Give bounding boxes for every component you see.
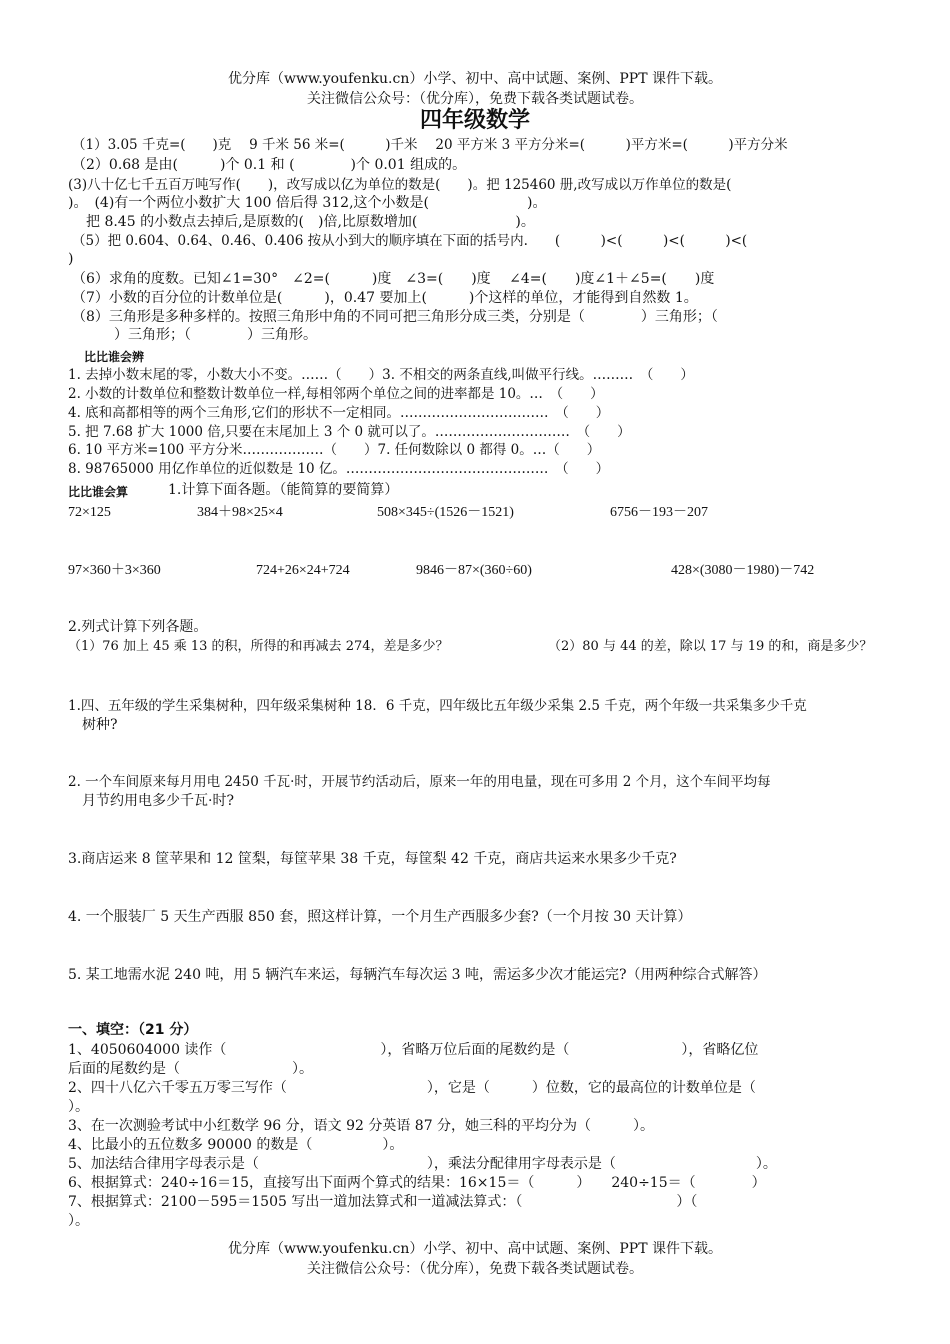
judge-item: 5. 把 7.68 扩大 1000 倍,只要在末尾加上 3 个 0 就可以了。………………………… （ ） xyxy=(68,424,631,440)
part1-line: 2、四十八亿六千零五万零三写作（ ），它是（ ）位数，它的最高位的计数单位是（ xyxy=(68,1080,756,1096)
calc-expression: 428×(3080－1980)－742 xyxy=(671,563,815,578)
part1-line: 5、加法结合律用字母表示是（ ），乘法分配律用字母表示是（ ）。 xyxy=(68,1156,777,1172)
word-problem-5: 5. 某工地需水泥 240 吨，用 5 辆汽车来运，每辆汽车每次运 3 吨，需运多少次才能运完?（用两种综合式解答） xyxy=(68,967,767,983)
part1-line: 4、比最小的五位数多 90000 的数是（ ）。 xyxy=(68,1137,404,1153)
fill-q4-continued: 把 8.45 的小数点去掉后,是原数的( )倍,比原数增加( )。 xyxy=(72,214,535,230)
fill-q8-continued: ）三角形；（ ）三角形。 xyxy=(86,327,317,343)
part1-line: 6、根据算式：240÷16＝15，直接写出下面两个算式的结果：16×15＝（ ） 240÷15＝（ ） xyxy=(68,1175,766,1191)
fill-q8: （8）三角形是多种多样的。按照三角形中角的不同可把三角形分成三类，分别是（ ）三角形；（ xyxy=(72,309,718,325)
judge-item: 1. 去掉小数末尾的零，小数大小不变。……（ ）3. 不相交的两条直线,叫做平行线。……… （ ） xyxy=(68,367,694,383)
compute-heading: 比比谁会算 xyxy=(68,485,129,499)
header-line-2: 关注微信公众号：（优分库），免费下载各类试题试卷。 xyxy=(307,91,643,107)
judge-item: 6. 10 平方米=100 平方分米………………（ ）7. 任何数除以 0 都得 0。…（ ） xyxy=(68,442,601,458)
judge-item: 2. 小数的计数单位和整数计数单位一样,每相邻两个单位之间的进率都是 10。… （ ） xyxy=(68,386,604,402)
judge-item: 8. 98765000 用亿作单位的近似数是 10 亿。……………………………………… （ ） xyxy=(68,461,610,477)
footer-line-1: 优分库（www.youfenku.cn）小学、初中、高中试题、案例、PPT 课件下载。 xyxy=(227,1241,722,1257)
word-problem-3: 3.商店运来 8 筐苹果和 12 筐梨，每筐苹果 38 千克，每筐梨 42 千克，商店共运来水果多少千克? xyxy=(68,851,677,867)
calc-expression: 97×360＋3×360 xyxy=(68,563,161,578)
list-calc-q2: （2）80 与 44 的差，除以 17 与 19 的和，商是多少？ xyxy=(548,639,873,654)
calc-expression: 9846－87×(360÷60) xyxy=(416,563,532,578)
word-problem-2-continued: 月节约用电多少千瓦·时? xyxy=(68,793,234,809)
compute-instruction: 1.计算下面各题。（能简算的要简算） xyxy=(168,482,399,498)
fill-q5: （5）把 0.604、0.64、0.46、0.406 按从小到大的顺序填在下面的括号内. ( )<( )<( )<( xyxy=(72,233,748,249)
fill-q3-continued: )。 (4)有一个两位小数扩大 100 倍后得 312,这个小数是( )。 xyxy=(68,195,547,211)
part1-line: ）。 xyxy=(68,1099,89,1115)
word-problem-4: 4. 一个服装厂 5 天生产西服 850 套，照这样计算，一个月生产西服多少套?（一个月按 30 天计算） xyxy=(68,909,692,925)
calc-expression: 724+26×24+724 xyxy=(256,563,350,578)
part1-line: ）。 xyxy=(68,1213,89,1229)
part1-line: 后面的尾数约是（ ）。 xyxy=(68,1061,313,1077)
word-problem-1-continued: 树种? xyxy=(68,717,118,733)
fill-q3: (3)八十亿七千五百万吨写作( )，改写成以亿为单位的数是( )。把 125460 册,改写成以万作单位的数是( xyxy=(68,177,732,193)
fill-q6: （6）求角的度数。已知∠1=30° ∠2=( )度 ∠3=( )度 ∠4=( )度∠1＋∠5=( )度 xyxy=(72,271,715,287)
header-line-1: 优分库（www.youfenku.cn）小学、初中、高中试题、案例、PPT 课件下载。 xyxy=(227,71,722,87)
part1-line: 7、根据算式：2100－595＝1505 写出一道加法算式和一道减法算式：（ ）（ xyxy=(68,1194,698,1210)
part1-line: 1、4050604000 读作（ ），省略万位后面的尾数约是（ ），省略亿位 xyxy=(68,1042,759,1058)
word-problem-1: 1.四、五年级的学生采集树种，四年级采集树种 18．6 千克，四年级比五年级少采集 2.5 千克，两个年级一共采集多少千克 xyxy=(68,698,807,714)
part1-line: 3、在一次测验考试中小红数学 96 分，语文 92 分英语 87 分，她三科的平均分为（ ）。 xyxy=(68,1118,655,1134)
list-calc-heading: 2.列式计算下列各题。 xyxy=(68,619,208,635)
footer-line-2: 关注微信公众号：（优分库），免费下载各类试题试卷。 xyxy=(307,1261,643,1277)
list-calc-q1: （1）76 加上 45 乘 13 的积，所得的和再减去 274，差是多少？ xyxy=(68,639,449,654)
fill-q5-continued: ) xyxy=(68,251,74,267)
calc-expression: 508×345÷(1526－1521) xyxy=(377,505,514,520)
fill-q1: （1）3.05 千克=( )克 9 千米 56 米=( )千米 20 平方米 3 平方分米=( )平方米=( )平方分米 xyxy=(72,137,788,153)
calc-expression: 384＋98×25×4 xyxy=(197,505,283,520)
calc-expression: 72×125 xyxy=(68,505,111,520)
judge-item: 4. 底和高都相等的两个三角形,它们的形状不一定相同。…………………………… （ ） xyxy=(68,405,610,421)
fill-q7: （7）小数的百分位的计数单位是( )，0.47 要加上( )个这样的单位，才能得到自然数 1。 xyxy=(72,290,698,306)
word-problem-2: 2. 一个车间原来每月用电 2450 千瓦·时，开展节约活动后，原来一年的用电量，现在可多用 2 个月，这个车间平均每 xyxy=(68,774,771,790)
fill-q2: （2）0.68 是由( )个 0.1 和 ( )个 0.01 组成的。 xyxy=(72,157,467,173)
judge-heading: 比比谁会辨 xyxy=(84,350,145,364)
page-title: 四年级数学 xyxy=(419,108,530,133)
part1-heading: 一、填空：（21 分） xyxy=(68,1022,198,1038)
calc-expression: 6756－193－207 xyxy=(610,505,708,520)
